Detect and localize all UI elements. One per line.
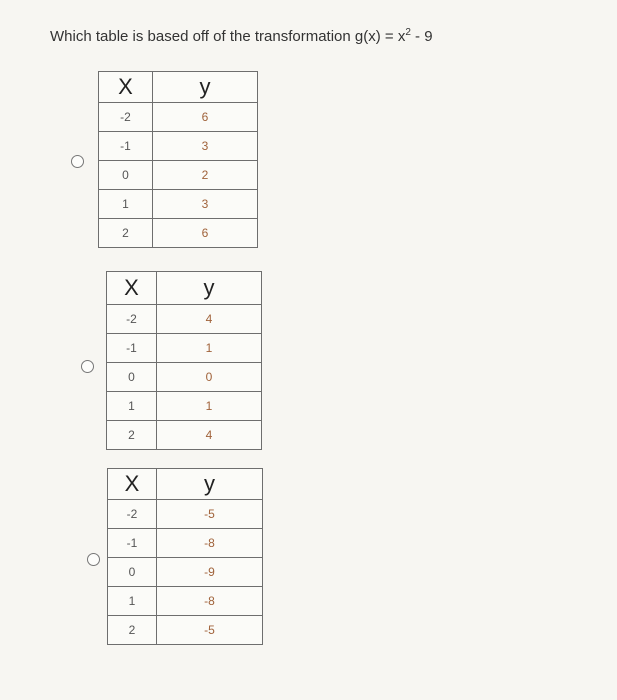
cell-x: -1 [99,132,153,161]
cell-x: -1 [107,334,157,363]
table-row [108,616,263,645]
radio-button-option-1[interactable] [71,155,84,168]
table-option-2 [106,271,262,450]
cell-y: 1 [157,334,262,363]
cell-y: 4 [157,421,262,450]
cell-x: 1 [107,392,157,421]
cell-x: 2 [107,421,157,450]
column-header-y: y [153,72,258,103]
table-row [99,219,258,248]
table-row [108,529,263,558]
cell-y: 3 [153,190,258,219]
cell-y: 2 [153,161,258,190]
cell-x: -2 [107,305,157,334]
cell-x: 2 [99,219,153,248]
cell-x: 0 [107,363,157,392]
cell-x: 0 [99,161,153,190]
cell-y: 1 [157,392,262,421]
table-row [99,132,258,161]
question-suffix: - 9 [410,28,433,45]
radio-button-option-3[interactable] [87,553,100,566]
cell-x: 0 [108,558,157,587]
table-row [108,587,263,616]
cell-y: 3 [153,132,258,161]
table-row [107,305,262,334]
table-row [108,558,263,587]
column-header-x: X [107,272,157,305]
cell-x: 1 [108,587,157,616]
table-row [107,392,262,421]
cell-x: 1 [99,190,153,219]
cell-x: 2 [108,616,157,645]
cell-y: 4 [157,305,262,334]
question-prefix: Which table is based off of the transformation g(x) = x [50,28,406,45]
cell-y: -5 [157,616,263,645]
table-header-row [99,72,258,103]
cell-x: -2 [108,500,157,529]
cell-y: -8 [157,529,263,558]
table-row [108,500,263,529]
table-header-row [108,469,263,500]
cell-x: -2 [99,103,153,132]
cell-x: -1 [108,529,157,558]
table-option-1 [98,71,258,248]
radio-button-option-2[interactable] [81,360,94,373]
cell-y: -8 [157,587,263,616]
column-header-y: y [157,469,263,500]
table-header-row [107,272,262,305]
cell-y: -9 [157,558,263,587]
question-text [50,28,433,45]
table-row [99,190,258,219]
question-exponent: 2 [405,27,411,38]
table-row [107,421,262,450]
cell-y: -5 [157,500,263,529]
cell-y: 6 [153,219,258,248]
column-header-y: y [157,272,262,305]
cell-y: 0 [157,363,262,392]
table-row [99,161,258,190]
table-row [99,103,258,132]
table-row [107,334,262,363]
cell-y: 6 [153,103,258,132]
column-header-x: X [108,469,157,500]
table-option-3 [107,468,263,645]
table-row [107,363,262,392]
column-header-x: X [99,72,153,103]
